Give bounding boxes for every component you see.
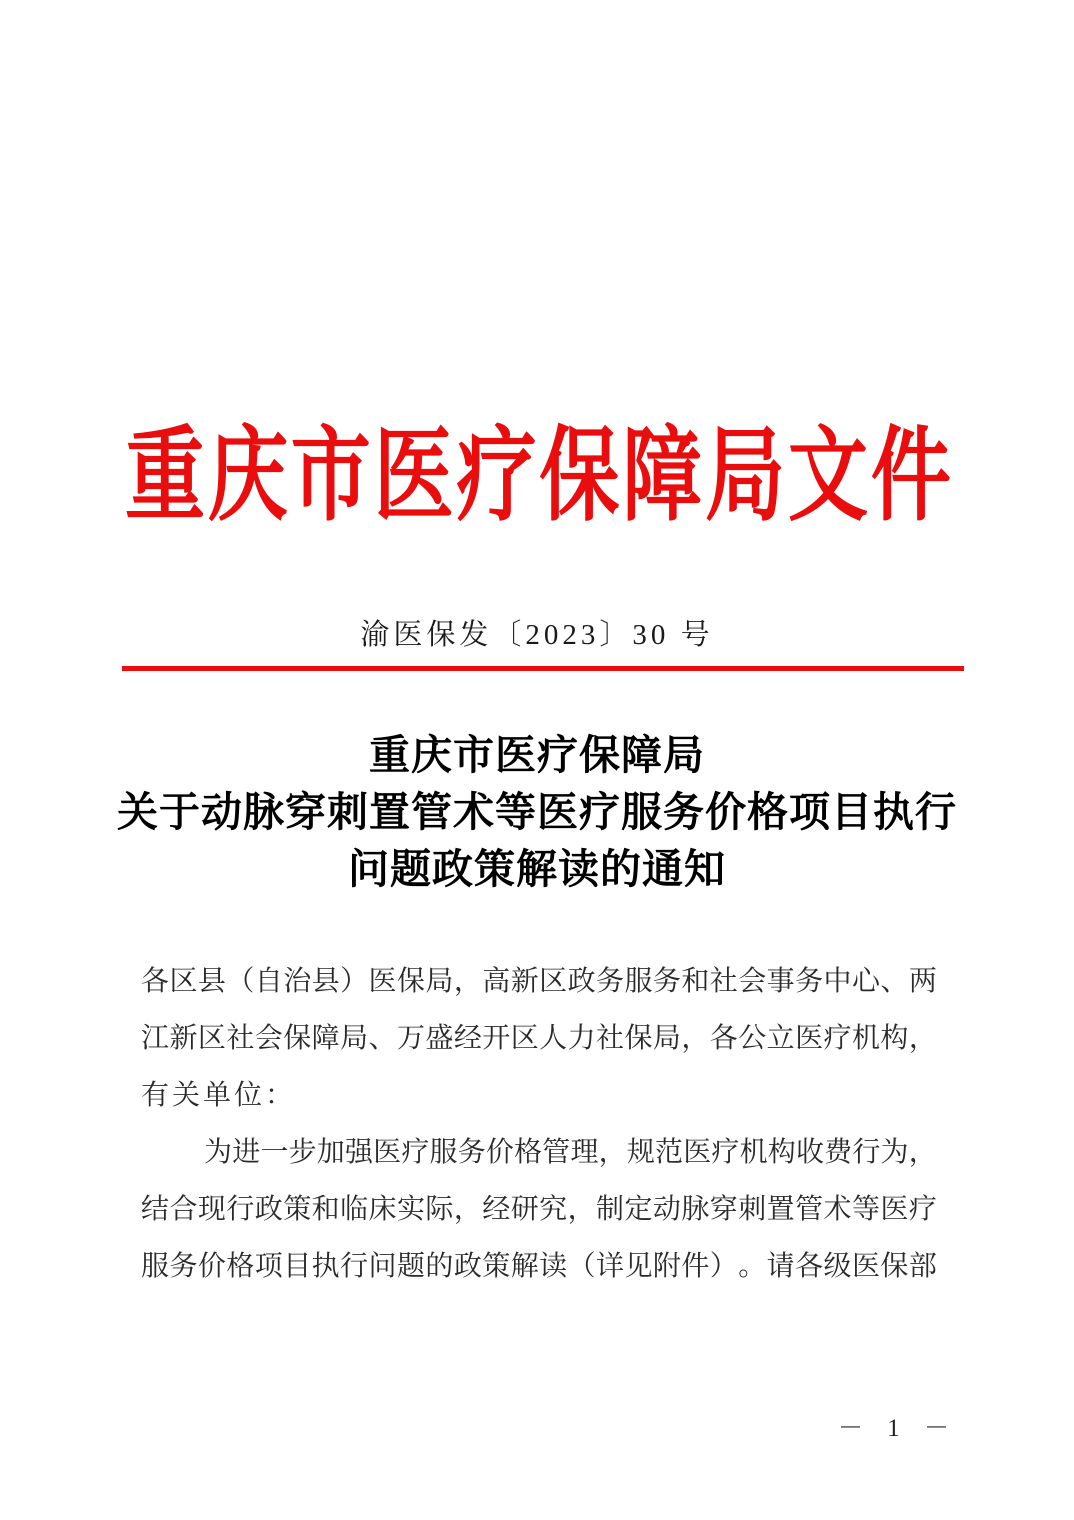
body-line-4: 为 进 一 步 加 强 医 疗 服 务 价 格 管 理 ， 规 范 医 疗 机 构 收 费 行 为 ， [204, 1136, 937, 1168]
document-body [141, 950, 937, 1292]
body-line-3: 有关单位： [141, 1079, 297, 1111]
document-title-line-3: 问题政策解读的通知 [348, 846, 726, 892]
page-number: － 1 － [837, 1415, 958, 1442]
body-line-2: 江 新 区 社 会 保 障 局 、 万 盛 经 开 区 人 力 社 保 局 ， 各 公 立 医 疗 机 构 ， [141, 1022, 937, 1054]
body-line-5: 结 合 现 行 政 策 和 临 床 实 际 ， 经 研 究 ， 制 定 动 脉 穿 刺 置 管 术 等 医 疗 [141, 1193, 937, 1225]
body-line-1: 各 区 县 （ 自 治 县 ） 医 保 局 ， 高 新 区 政 务 服 务 和 社 会 事 务 中 心 、 两 [141, 965, 937, 997]
document-title [0, 727, 1074, 898]
document-title-line-2: 关于动脉穿刺置管术等医疗服务价格项目执行 [117, 789, 957, 835]
red-divider-line [122, 666, 964, 671]
document-number: 渝医保发〔2023〕30 号 [360, 619, 714, 651]
body-line-6: 服 务 价 格 项 目 执 行 问 题 的 政 策 解 读 （ 详 见 附 件 ） 。 请 各 级 医 保 部 [141, 1250, 937, 1282]
agency-header-title: 重 庆 市 医 疗 保 障 局 文 件 [125, 420, 951, 534]
document-title-line-1: 重庆市医疗保障局 [369, 732, 705, 778]
